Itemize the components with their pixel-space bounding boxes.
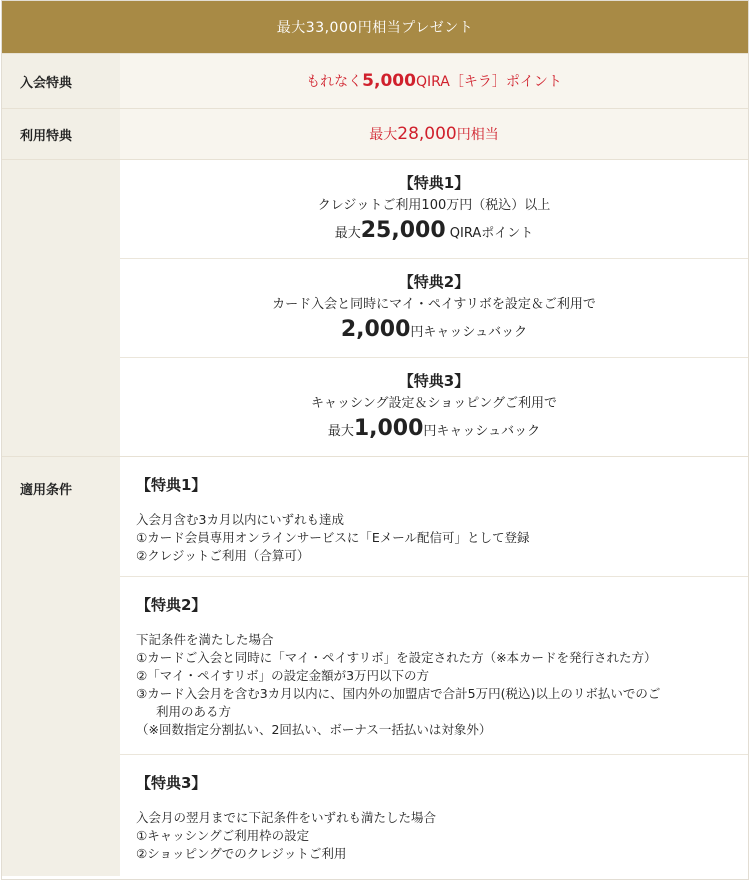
condition-line: ③カード入会月を含む3カ月以内に、国内外の加盟店で合計5万円(税込)以上のリボ払いでのご <box>136 686 661 702</box>
benefit-amount-suffix: 円キャッシュバック <box>423 423 541 439</box>
benefit-amount <box>335 216 534 246</box>
campaign-title: 最大33,000円相当プレゼント <box>276 20 474 36</box>
usage-bonus-row <box>2 108 748 159</box>
campaign-header <box>2 1 748 53</box>
condition-line: ②クレジットご利用（合算可） <box>136 548 310 563</box>
benefit-title: 【特典2】 <box>398 273 470 292</box>
campaign-table <box>1 0 749 880</box>
benefit-desc: キャッシング設定＆ショッピングご利用で <box>311 395 557 411</box>
benefit-amount-suffix: QIRAポイント <box>445 225 534 241</box>
condition-line: ②「マイ・ペイすリボ」の設定金額が3万円以下の方 <box>136 668 430 683</box>
condition-line: ①カードご入会と同時に「マイ・ペイすリボ」を設定された方（※本カードを発行された方） <box>136 649 657 665</box>
condition-line: 利用のある方 <box>156 704 232 720</box>
benefits-list <box>120 160 748 456</box>
join-bonus-value <box>120 54 748 108</box>
benefit-title: 【特典3】 <box>398 372 470 391</box>
join-bonus-label: 入会特典 <box>2 54 120 108</box>
join-bonus-prefix: もれなく <box>306 74 363 90</box>
benefit-amount-number: 2,000 <box>340 316 411 342</box>
benefit-amount-number: 1,000 <box>353 415 424 441</box>
usage-bonus-prefix: 最大 <box>369 127 398 143</box>
benefit-item <box>120 259 748 358</box>
condition-line: ①カード会員専用オンラインサービスに「Eメール配信可」として登録 <box>136 529 530 545</box>
condition-item <box>120 577 748 755</box>
conditions-row <box>2 456 748 876</box>
join-bonus-amount: 5,000 <box>362 71 416 91</box>
condition-line: ②ショッピングでのクレジットご利用 <box>136 846 347 861</box>
benefit-amount <box>328 414 540 444</box>
benefit-desc: クレジットご利用100万円（税込）以上 <box>317 197 551 213</box>
usage-bonus-value <box>120 109 748 159</box>
conditions-label: 適用条件 <box>2 457 120 876</box>
benefits-label-spacer <box>2 160 120 456</box>
condition-line: ①キャッシングご利用枠の設定 <box>136 827 310 843</box>
condition-line: （※回数指定分割払い、2回払い、ボーナス一括払いは対象外） <box>136 722 492 738</box>
condition-line: 入会月含む3カ月以内にいずれも達成 <box>136 511 344 527</box>
condition-item <box>120 755 748 875</box>
condition-item <box>120 457 748 577</box>
benefits-row <box>2 159 748 456</box>
benefit-title: 【特典1】 <box>398 174 470 193</box>
join-bonus-row <box>2 53 748 108</box>
condition-title: 【特典3】 <box>136 774 207 792</box>
benefit-amount-suffix: 円キャッシュバック <box>410 324 528 340</box>
benefit-item <box>120 358 748 456</box>
join-bonus-suffix: QIRA［キラ］ポイント <box>415 74 562 90</box>
benefit-amount <box>341 315 527 345</box>
usage-bonus-suffix: 円相当 <box>456 127 499 143</box>
usage-bonus-label: 利用特典 <box>2 109 120 159</box>
benefit-item <box>120 160 748 259</box>
conditions-list <box>120 457 748 876</box>
benefit-amount-prefix: 最大 <box>327 423 354 439</box>
condition-line: 入会月の翌月までに下記条件をいずれも満たした場合 <box>136 809 437 825</box>
condition-line: 下記条件を満たした場合 <box>136 631 274 647</box>
condition-title: 【特典2】 <box>136 596 207 614</box>
benefit-amount-prefix: 最大 <box>334 225 361 241</box>
usage-bonus-amount: 28,000 <box>397 124 457 144</box>
condition-title: 【特典1】 <box>136 476 207 494</box>
benefit-desc: カード入会と同時にマイ・ペイすリボを設定＆ご利用で <box>272 296 596 312</box>
benefit-amount-number: 25,000 <box>360 217 446 243</box>
